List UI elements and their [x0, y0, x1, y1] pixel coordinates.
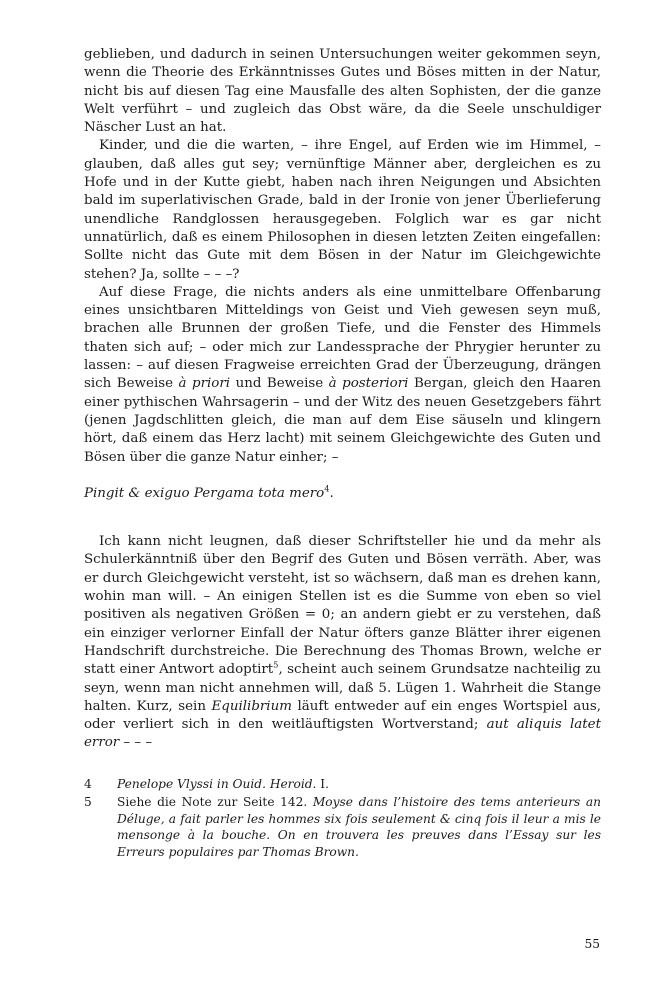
footnote-number: 5	[84, 794, 92, 809]
footnote	[84, 794, 601, 862]
italic-text: à posteriori	[328, 376, 409, 392]
footnotes-section	[84, 776, 601, 862]
paragraph: Ich kann nicht leugnen, daß dieser Schriftsteller hie und da mehr als Schulerkänntniß über den Begrif des Guten und Bösen verräth. Aber, was er durch Gleichgewicht versteht, ist so wächsern, daß man es drehen kann, wohin man will. – An einigen Stellen ist es die Summe von eben so viel positiven als negativen Größen = 0; an andern giebt er zu verstehen, daß ein einziger verlorner Einfall der Natur öfters ganze Blätter ihrer eigenen Handschrift durchstreiche. Die Berechnung des Thomas Brown, welche er statt einer Antwort adoptirt$^5$, scheint auch seinem Grundsatze nachteilig zu seyn, wenn man nicht annehmen will, daß 5. Lügen 1. Wahrheit die Stange halten. Kurz, sein Equilibrium läuft entweder auf ein enges Wortspiel aus, oder verliert sich in den weitläuftigsten Wortverstand; aut aliquis latet error – – –	[84, 534, 601, 751]
paragraph: Kinder, und die die warten, – ihre Engel, auf Erden wie im Himmel, – glauben, daß alles gut sey; vernünftige Männer aber, dergleichen es zu Hofe und in der Kutte giebt, haben nach ihren Neigungen und Absichten bald im superlativischen Grade, bald in der Ironie von jener Überlieferung unendliche Randglossen herausgegeben. Folglich war es gar nicht unnatürlich, daß es einem Philosophen in diesen letzten Zeiten eingefallen: Sollte nicht das Gute mit dem Bösen in der Natur im Gleichgewichte stehen? Ja, sollte – – –?	[84, 138, 601, 282]
italic-text: à priori	[178, 376, 231, 392]
body-text	[84, 46, 601, 753]
footnote-text: Penelope Vlyssi in Ouid. Heroid. I.	[117, 776, 329, 791]
italic-text: Moyse dans l’histoire des tems anterieurs an Déluge, a fait parler les hommes six fois seulement & cinq fois il leur a mis le mensonge à la bouche. On en trouvera les preuves dans l’Essay sur les Erreurs populaires par Thomas Brown.	[117, 794, 601, 860]
paragraph: Auf diese Frage, die nichts anders als eine unmittelbare Offenbarung eines unsichtbaren Mitteldings von Geist und Vieh gewesen seyn muß, brachen alle Brunnen der großen Tiefe, und die Fenster des Himmels thaten sich auf; – oder mich zur Landessprache der Phrygier herunter zu lassen: – auf diesen Fragweise erreichten Grad der Überzeugung, drängen sich Beweise à priori und Beweise à posteriori Bergan, gleich den Haaren einer pythischen Wahrsagerin – und der Witz des neuen Gesetzgebers fährt (jenen Jagdschlitten gleich, die man auf dem Eise säuseln und klingern hört, daß einem das Herz lacht) mit seinem Gleichgewichte des Guten und Bösen über die ganze Natur einher; –	[84, 284, 601, 465]
footnote-number: 4	[84, 776, 92, 791]
italic-text: Pingit & exiguo Pergama tota mero	[84, 485, 325, 501]
paragraph: geblieben, und dadurch in seinen Untersuchungen weiter gekommen seyn, wenn die Theorie des Erkänntnisses Gutes und Böses mitten in der Natur, nicht bis auf diesen Tag eine Mausfalle des alten Sophisten, der die ganze Welt verführt – und zugleich das Obst wäre, da die Seele unschuldiger Näscher Lust an hat.	[84, 47, 601, 136]
footnote-marker: 5	[273, 659, 279, 670]
latin-quote: Pingit & exiguo Pergama tota mero$^4$.	[84, 483, 334, 501]
page-number: 55	[584, 936, 600, 951]
footnote	[84, 776, 601, 793]
footnote-marker: 4	[324, 483, 330, 494]
italic-text: aut aliquis latet error	[84, 717, 601, 751]
italic-text: Equilibrium	[211, 698, 292, 714]
text-block	[84, 46, 601, 862]
footnote-text: Siehe die Note zur Seite 142. Moyse dans l’histoire des tems anterieurs an Déluge, a fait parler les hommes six fois seulement & cinq fois il leur a mis le mensonge à la bouche. On en trouvera les preuves dans l’Essay sur les Erreurs populaires par Thomas Brown.	[117, 794, 601, 860]
italic-text: Penelope Vlyssi in Ouid. Heroid.	[117, 776, 317, 791]
